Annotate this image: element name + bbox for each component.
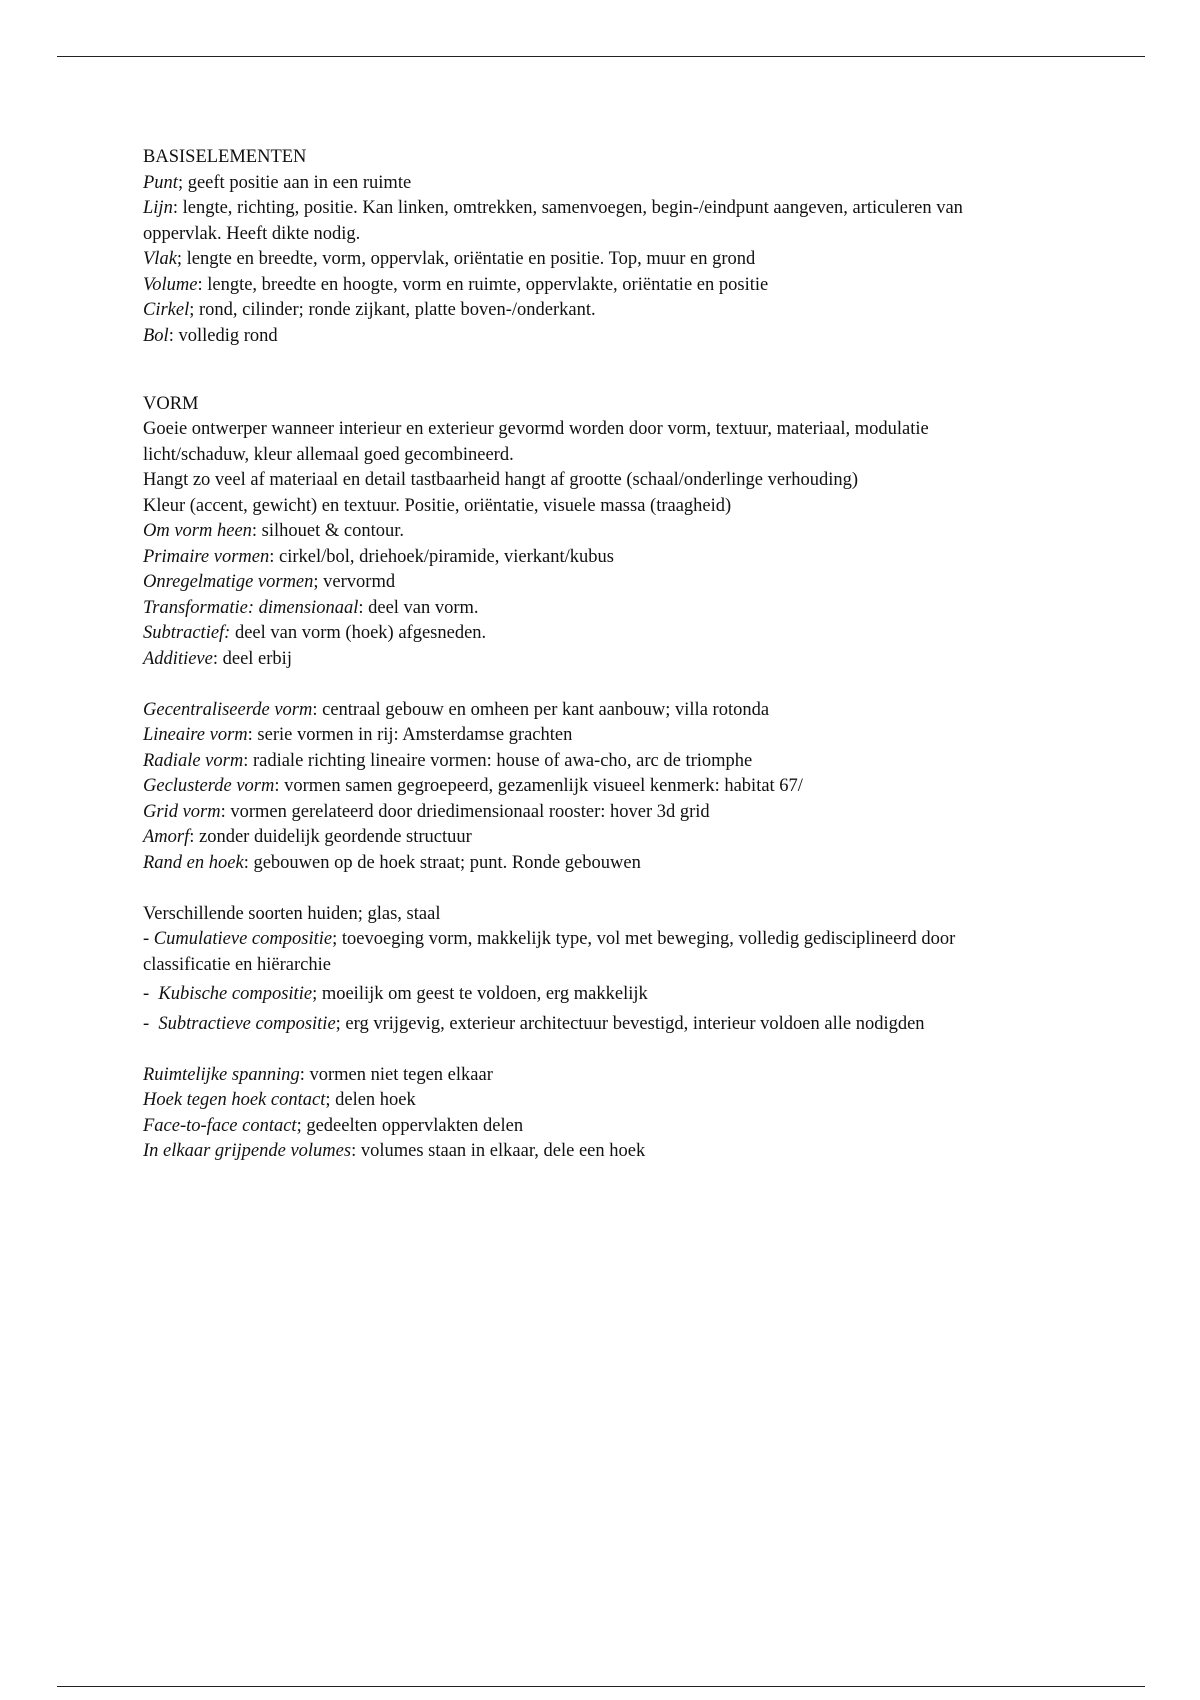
definition-lijn [143, 196, 1023, 247]
term: Lijn [143, 198, 173, 218]
term: Hoek tegen hoek contact [143, 1090, 326, 1110]
definition-text: : deel van vorm. [358, 597, 479, 618]
definition-radiale-vorm [143, 749, 1023, 775]
definition-text: ; toevoeging vorm, makkelijk type, vol met beweging, volledig gedisciplineerd door classificatie en hiërarchie [143, 929, 956, 975]
paragraph: Hangt zo veel af materiaal en detail tastbaarheid hangt af grootte (schaal/onderlinge verhouding) [143, 470, 859, 490]
definition-primaire-vormen [143, 545, 1023, 571]
definition-text: : vormen samen gegroepeerd, gezamenlijk visueel kenmerk: habitat 67/ [274, 776, 803, 796]
term: Additieve [143, 648, 213, 669]
definition-text: ; lengte en breedte, vorm, oppervlak, oriëntatie en positie. Top, muur en grond [176, 249, 756, 269]
term: Subtractief: [143, 623, 231, 643]
spacer [143, 1037, 1023, 1063]
definition-onregelmatige-vormen [143, 570, 1023, 596]
definition-in-elkaar-grijpende-volumes [143, 1139, 1023, 1165]
list-item-subtractieve-compositie [143, 1012, 1023, 1038]
definition-vlak [143, 247, 1023, 273]
term: Cumulatieve compositie [153, 929, 333, 949]
definition-text: : serie vormen in rij: Amsterdamse grachten [247, 725, 573, 745]
list-item-kubische-compositie [143, 982, 1023, 1008]
definition-face-to-face [143, 1114, 1023, 1140]
definition-text: : vormen gerelateerd door driedimensionaal rooster: hover 3d grid [220, 801, 710, 822]
term: Vlak [143, 249, 177, 269]
definition-text: : deel erbij [212, 648, 292, 669]
term: Lineaire vorm [143, 725, 248, 745]
term: Cirkel [143, 300, 190, 320]
section-heading-vorm: VORM [143, 393, 199, 414]
term: Gecentraliseerde vorm [143, 699, 313, 720]
term: Amorf [143, 827, 190, 847]
definition-text: : lengte, breedte en hoogte, vorm en ruimte, oppervlakte, oriëntatie en positie [197, 274, 769, 295]
definition-text: : cirkel/bol, driehoek/piramide, vierkant/kubus [269, 546, 614, 567]
definition-text: : vormen niet tegen elkaar [299, 1064, 493, 1085]
term: Bol [143, 325, 169, 346]
term: Radiale vorm [143, 750, 244, 771]
definition-text: : volumes staan in elkaar, dele een hoek [351, 1141, 646, 1161]
definition-text: : gebouwen op de hoek straat; punt. Ronde gebouwen [243, 852, 641, 873]
term: Subtractieve compositie [158, 1013, 336, 1034]
spacer [143, 375, 1023, 392]
definition-text: deel van vorm (hoek) afgesneden. [230, 623, 487, 643]
definition-subtractief [143, 621, 1023, 647]
term: Volume [143, 274, 198, 295]
definition-transformatie [143, 596, 1023, 622]
term: Ruimtelijke spanning [143, 1064, 300, 1085]
definition-bol [143, 324, 1023, 350]
definition-text: : volledig rond [168, 325, 278, 346]
term: Onregelmatige vormen [143, 572, 314, 592]
paragraph: Goeie ontwerper wanneer interieur en exterieur gevormd worden door vorm, textuur, materiaal, modulatie licht/schaduw, kleur allemaal goed gecombineerd. [143, 419, 929, 465]
term: Face-to-face contact [143, 1115, 297, 1136]
definition-text: : centraal gebouw en omheen per kant aanbouw; villa rotonda [312, 699, 770, 720]
definition-text: : zonder duidelijk geordende structuur [189, 827, 472, 847]
term: Grid vorm [143, 801, 221, 822]
definition-amorf [143, 825, 1023, 851]
definition-text: ; rond, cilinder; ronde zijkant, platte boven-/onderkant. [189, 300, 596, 320]
term: Primaire vormen [143, 546, 270, 567]
definition-gecentraliseerde-vorm [143, 698, 1023, 724]
term: Transformatie: dimensionaal [143, 597, 359, 618]
definition-text: ; moeilijk om geest te voldoen, erg makkelijk [312, 984, 648, 1004]
term: Om vorm heen [143, 521, 252, 541]
term: Kubische compositie [158, 984, 313, 1004]
definition-text: : silhouet & contour. [251, 521, 405, 541]
definition-om-vorm-heen [143, 519, 1023, 545]
term: Geclusterde vorm [143, 776, 275, 796]
footer-rule [57, 1686, 1145, 1687]
definition-text: ; erg vrijgevig, exterieur architectuur bevestigd, interieur voldoen alle nodigden [335, 1013, 925, 1034]
paragraph: Kleur (accent, gewicht) en textuur. Positie, oriëntatie, visuele massa (traagheid) [143, 495, 732, 516]
term: In elkaar grijpende volumes [143, 1141, 352, 1161]
list-dash: - [143, 929, 154, 949]
list-item-cumulatieve-compositie [143, 927, 1023, 978]
term: Punt [143, 172, 178, 193]
definition-hoek-tegen-hoek [143, 1088, 1023, 1114]
definition-lineaire-vorm [143, 723, 1023, 749]
section-heading-basiselementen: BASISELEMENTEN [143, 147, 307, 167]
definition-grid-vorm [143, 800, 1023, 826]
document-body [143, 145, 1023, 1165]
spacer [143, 349, 1023, 375]
definition-geclusterde-vorm [143, 774, 1023, 800]
definition-text: ; geeft positie aan in een ruimte [177, 172, 412, 193]
definition-text: ; delen hoek [325, 1090, 416, 1110]
paragraph: Verschillende soorten huiden; glas, staal [143, 903, 441, 924]
list-dash: - [143, 984, 159, 1004]
definition-cirkel [143, 298, 1023, 324]
definition-additieve [143, 647, 1023, 673]
header-rule [57, 56, 1145, 57]
definition-ruimtelijke-spanning [143, 1063, 1023, 1089]
term: Rand en hoek [143, 852, 244, 873]
definition-rand-en-hoek [143, 851, 1023, 877]
definition-text: ; gedeelten oppervlakten delen [296, 1115, 524, 1136]
spacer [143, 876, 1023, 902]
definition-text: ; vervormd [313, 572, 396, 592]
definition-text: : lengte, richting, positie. Kan linken, omtrekken, samenvoegen, begin-/eindpunt aangeven, articuleren van oppervlak. Heeft dikte nodig. [143, 198, 963, 244]
definition-volume [143, 273, 1023, 299]
definition-text: : radiale richting lineaire vormen: house of awa-cho, arc de triomphe [243, 750, 753, 771]
definition-punt [143, 171, 1023, 197]
spacer [143, 672, 1023, 698]
list-dash: - [143, 1013, 159, 1034]
